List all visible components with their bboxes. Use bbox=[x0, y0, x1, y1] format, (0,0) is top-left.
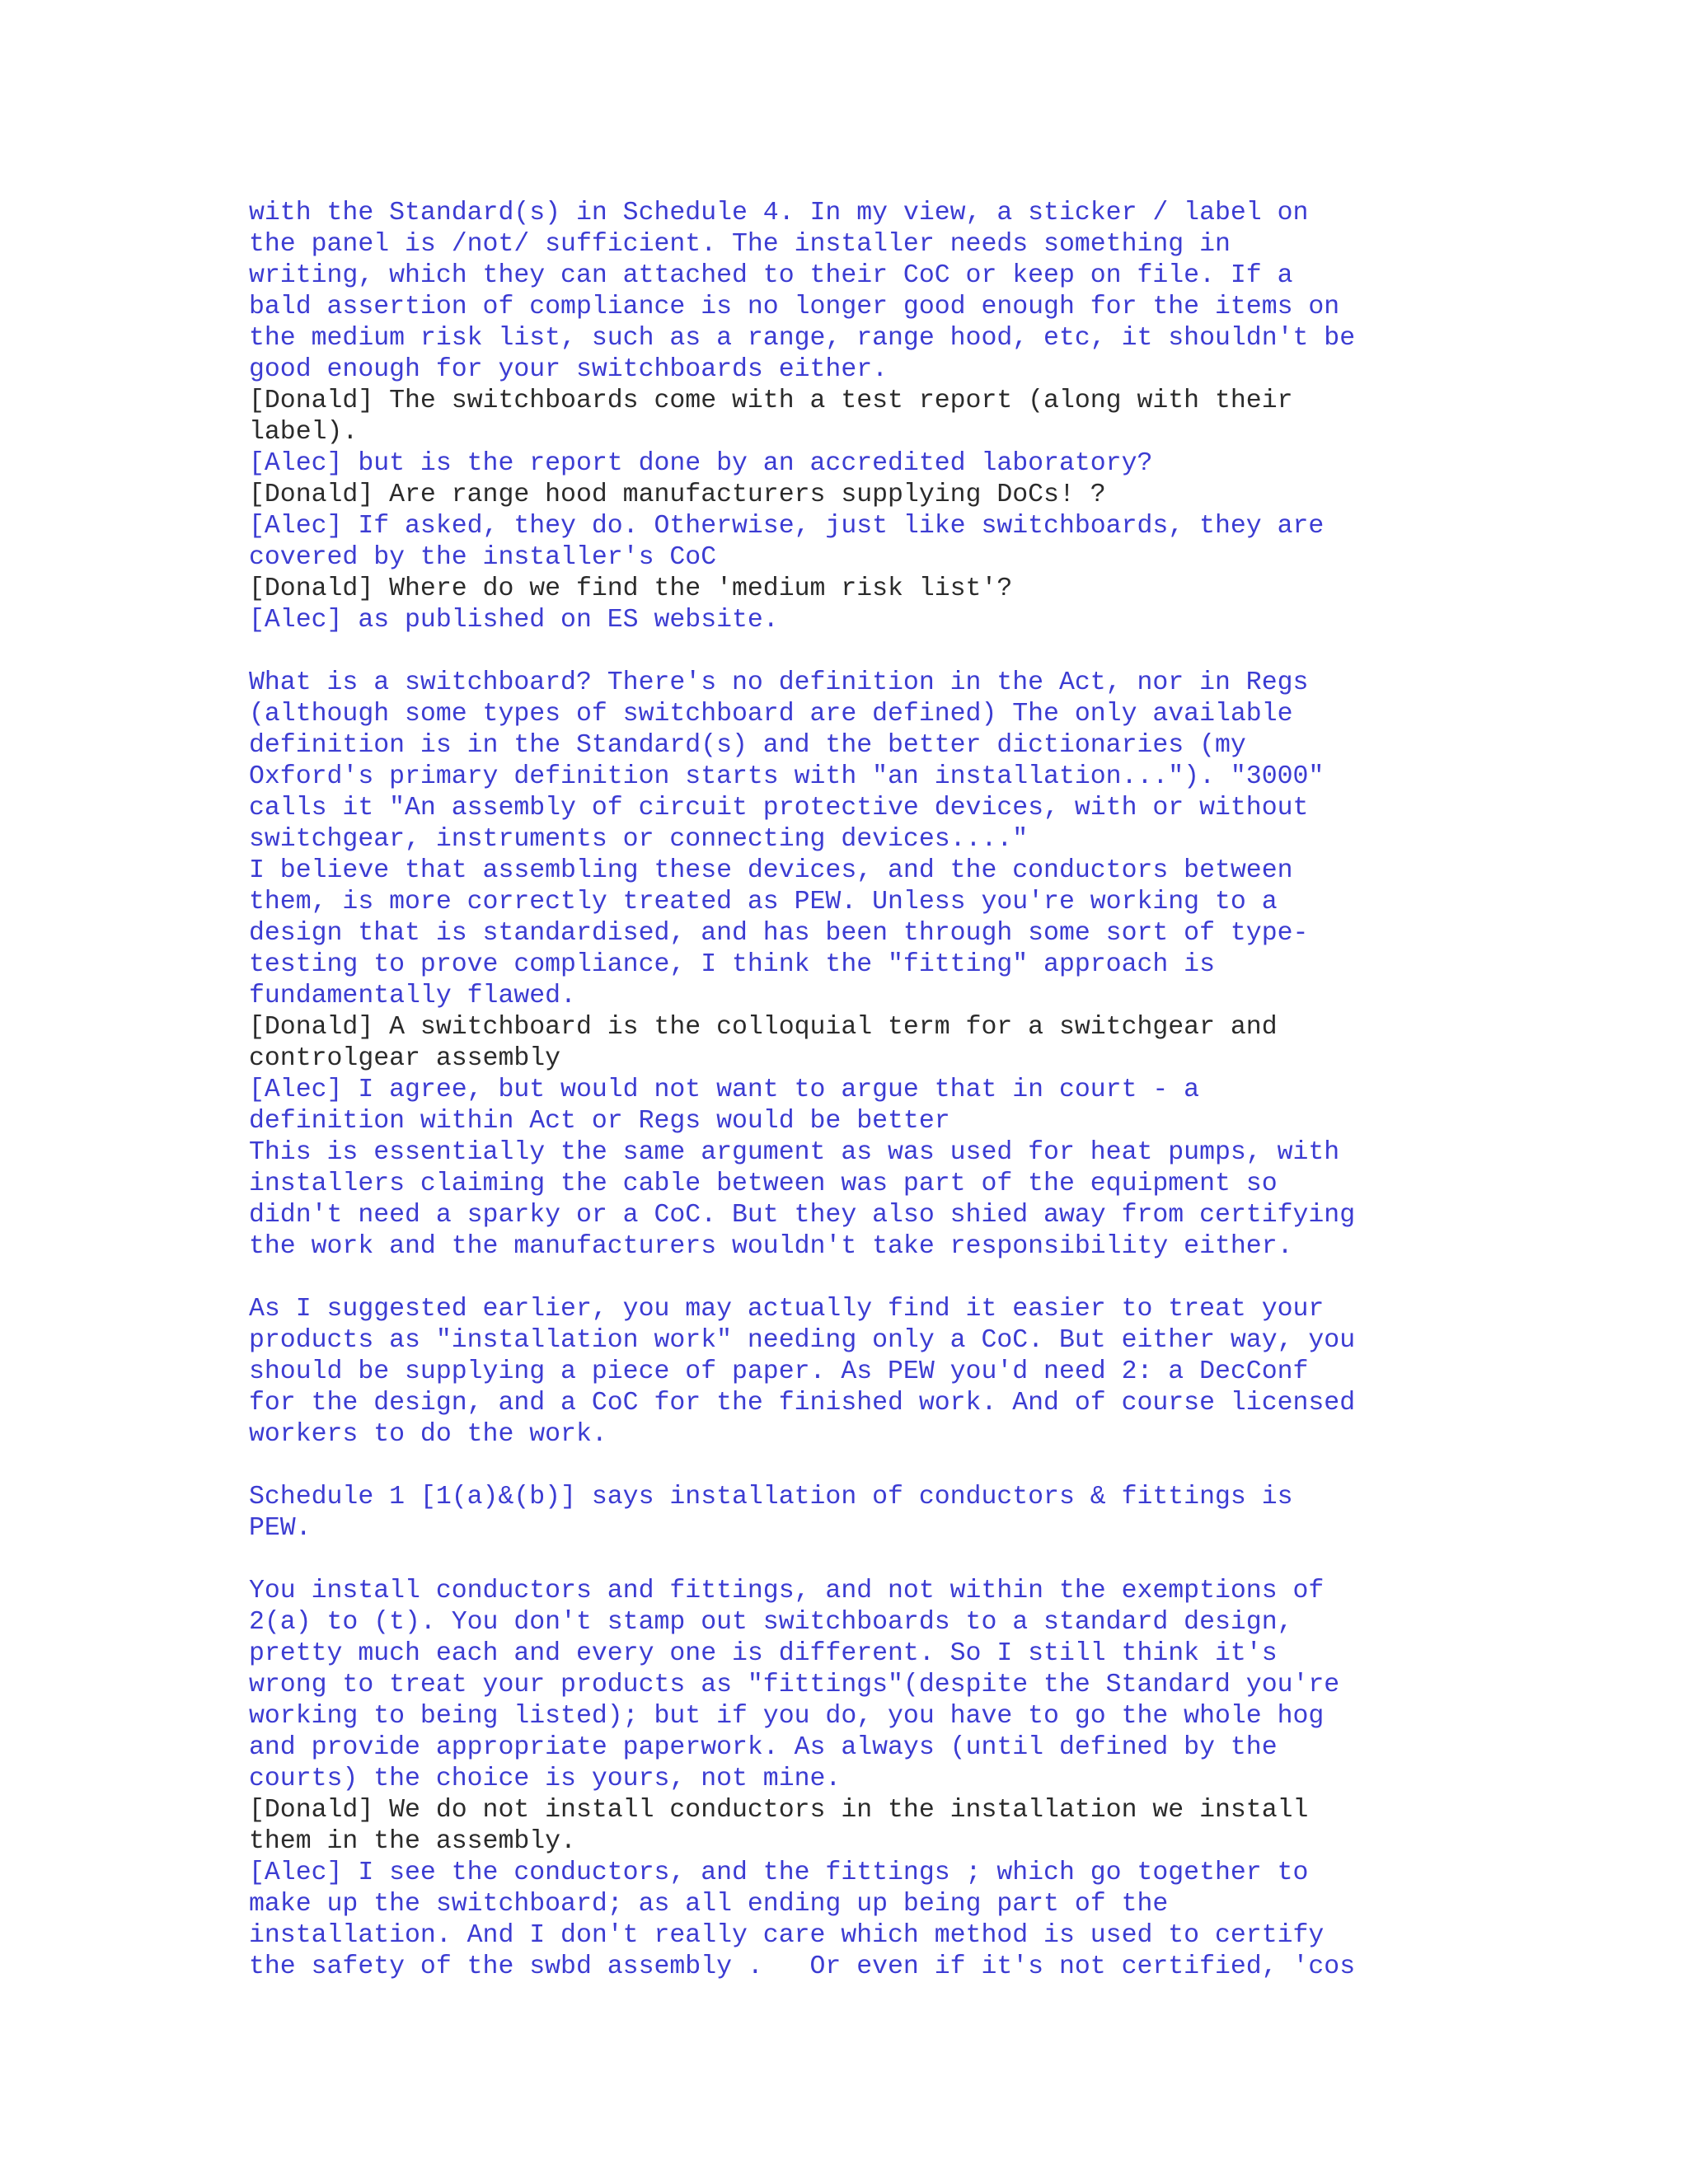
alec-text-line: and provide appropriate paperwork. As always (until defined by the bbox=[249, 1733, 1278, 1762]
alec-text-line: them, is more correctly treated as PEW. Unless you're working to a bbox=[249, 888, 1278, 916]
alec-text-line: products as "installation work" needing only a CoC. But either way, you bbox=[249, 1326, 1356, 1355]
alec-text-line: bald assertion of compliance is no longer good enough for the items on bbox=[249, 293, 1340, 321]
alec-text-line: the panel is /not/ sufficient. The installer needs something in bbox=[249, 230, 1231, 259]
alec-text-line: switchgear, instruments or connecting devices...." bbox=[249, 825, 1029, 854]
alec-text-line: covered by the installer's CoC bbox=[249, 543, 717, 572]
alec-text-line: working to being listed); but if you do, you have to go the whole hog bbox=[249, 1702, 1325, 1731]
alec-text-line: This is essentially the same argument as was used for heat pumps, with bbox=[249, 1138, 1340, 1167]
alec-text-line: make up the switchboard; as all ending up being part of the bbox=[249, 1890, 1169, 1919]
alec-text-line: I believe that assembling these devices, and the conductors between bbox=[249, 856, 1293, 885]
alec-text-line: the work and the manufacturers wouldn't take responsibility either. bbox=[249, 1232, 1293, 1261]
alec-text-line: for the design, and a CoC for the finished work. And of course licensed bbox=[249, 1389, 1356, 1418]
alec-text-line: definition within Act or Regs would be better bbox=[249, 1107, 950, 1136]
alec-text-line: fundamentally flawed. bbox=[249, 982, 576, 1010]
alec-text-line: [Alec] I agree, but would not want to argue that in court - a bbox=[249, 1076, 1200, 1104]
alec-text-line: [Alec] as published on ES website. bbox=[249, 606, 779, 635]
donald-text-line: them in the assembly. bbox=[249, 1827, 576, 1856]
alec-text-line: You install conductors and fittings, and not within the exemptions of bbox=[249, 1577, 1325, 1605]
document-body bbox=[249, 198, 1688, 1983]
alec-text-line: testing to prove compliance, I think the "fitting" approach is bbox=[249, 950, 1215, 979]
alec-text-line: should be supplying a piece of paper. As PEW you'd need 2: a DecConf bbox=[249, 1357, 1309, 1386]
alec-text-line: PEW. bbox=[249, 1514, 312, 1543]
alec-text-line: good enough for your switchboards either. bbox=[249, 355, 889, 384]
alec-text-line: design that is standardised, and has been through some sort of type- bbox=[249, 919, 1309, 948]
alec-text-line bbox=[249, 636, 1688, 668]
alec-text-line: workers to do the work. bbox=[249, 1420, 607, 1449]
alec-text-line: As I suggested earlier, you may actually find it easier to treat your bbox=[249, 1295, 1325, 1324]
alec-text-line: wrong to treat your products as "fittings"(despite the Standard you're bbox=[249, 1671, 1340, 1699]
alec-text-line bbox=[249, 1263, 1688, 1294]
alec-text-line: the medium risk list, such as a range, range hood, etc, it shouldn't be bbox=[249, 324, 1356, 353]
alec-text-line bbox=[249, 1544, 1688, 1576]
alec-text-line: [Alec] If asked, they do. Otherwise, just like switchboards, they are bbox=[249, 512, 1325, 541]
alec-text-line: calls it "An assembly of circuit protective devices, with or without bbox=[249, 794, 1309, 823]
alec-text-line: definition is in the Standard(s) and the better dictionaries (my bbox=[249, 731, 1246, 760]
alec-text-line: installation. And I don't really care which method is used to certify bbox=[249, 1921, 1325, 1950]
alec-text-line bbox=[249, 1451, 1688, 1482]
alec-text-line: Schedule 1 [1(a)&(b)] says installation of conductors & fittings is bbox=[249, 1483, 1293, 1511]
alec-text-line: (although some types of switchboard are defined) The only available bbox=[249, 700, 1293, 729]
alec-text-line: didn't need a sparky or a CoC. But they also shied away from certifying bbox=[249, 1201, 1356, 1230]
alec-text-line: the safety of the swbd assembly . Or even if it's not certified, 'cos bbox=[249, 1952, 1356, 1981]
alec-text-line: Oxford's primary definition starts with "an installation..."). "3000" bbox=[249, 762, 1325, 791]
alec-text-line: writing, which they can attached to their CoC or keep on file. If a bbox=[249, 261, 1293, 290]
alec-text-line: installers claiming the cable between was part of the equipment so bbox=[249, 1169, 1278, 1198]
alec-text-line: [Alec] I see the conductors, and the fittings ; which go together to bbox=[249, 1858, 1309, 1887]
donald-text-line: [Donald] The switchboards come with a test report (along with their bbox=[249, 387, 1293, 415]
donald-text-line: [Donald] Are range hood manufacturers supplying DoCs! ? bbox=[249, 480, 1106, 509]
donald-text-line: [Donald] Where do we find the 'medium risk list'? bbox=[249, 574, 1013, 603]
alec-text-line: courts) the choice is yours, not mine. bbox=[249, 1765, 842, 1793]
donald-text-line: [Donald] A switchboard is the colloquial term for a switchgear and bbox=[249, 1013, 1278, 1042]
alec-text-line: with the Standard(s) in Schedule 4. In my view, a sticker / label on bbox=[249, 199, 1309, 227]
alec-text-line: pretty much each and every one is different. So I still think it's bbox=[249, 1639, 1278, 1668]
donald-text-line: controlgear assembly bbox=[249, 1044, 561, 1073]
alec-text-line: What is a switchboard? There's no definition in the Act, nor in Regs bbox=[249, 668, 1309, 697]
alec-text-line: [Alec] but is the report done by an accredited laboratory? bbox=[249, 449, 1153, 478]
alec-text-line: 2(a) to (t). You don't stamp out switchboards to a standard design, bbox=[249, 1608, 1293, 1637]
donald-text-line: label). bbox=[249, 418, 359, 447]
donald-text-line: [Donald] We do not install conductors in the installation we install bbox=[249, 1796, 1309, 1825]
